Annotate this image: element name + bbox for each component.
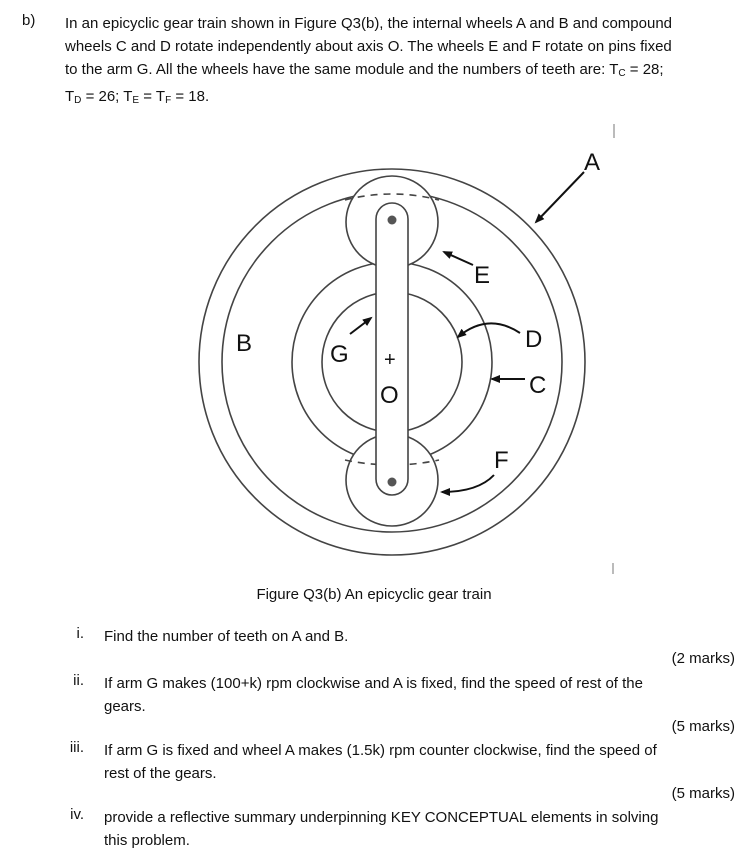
label-c: C bbox=[529, 372, 547, 399]
item-text-line-2: this problem. bbox=[104, 832, 190, 849]
pin-f-icon bbox=[388, 478, 397, 487]
arrow-g bbox=[350, 318, 371, 334]
intro-line-2: wheels C and D rotate independently about axis O. The wheels E and F rotate on pins fixed bbox=[65, 38, 672, 55]
item-text-line-1: If arm G makes (100+k) rpm clockwise and A is fixed, find the speed of rest of the bbox=[104, 675, 643, 692]
label-b: B bbox=[236, 330, 253, 357]
item-number: ii. bbox=[73, 672, 84, 689]
item-marks: (5 marks) bbox=[671, 785, 735, 802]
arrow-a bbox=[536, 172, 584, 222]
label-f: F bbox=[494, 447, 509, 474]
arrow-f bbox=[442, 475, 494, 492]
intro-line-4: $T_D = 26$; $T_E = T_F = 18$. bbox=[65, 88, 210, 106]
pin-e-icon bbox=[388, 216, 397, 225]
label-g: G bbox=[330, 341, 349, 368]
item-number: iv. bbox=[70, 806, 84, 823]
label-d: D bbox=[525, 326, 543, 353]
question-label: b) bbox=[22, 12, 36, 29]
figure-caption: Figure Q3(b) An epicyclic gear train bbox=[256, 586, 492, 603]
label-a: A bbox=[584, 149, 601, 176]
arrow-e bbox=[444, 252, 473, 265]
label-e: E bbox=[474, 262, 491, 289]
center-plus-icon: + bbox=[384, 349, 396, 371]
item-number: i. bbox=[76, 625, 84, 642]
item-number: iii. bbox=[69, 739, 84, 756]
intro-line-3: to the arm G. All the wheels have the same module and the numbers of teeth are: $T_C = 28$; bbox=[65, 61, 664, 79]
item-text: Find the number of teeth on A and B. bbox=[104, 628, 349, 645]
item-text-line-2: rest of the gears. bbox=[104, 765, 217, 782]
item-marks: (2 marks) bbox=[671, 650, 735, 667]
item-text-line-2: gears. bbox=[104, 698, 146, 715]
item-marks: (5 marks) bbox=[671, 718, 735, 735]
intro-line-1: In an epicyclic gear train shown in Figure Q3(b), the internal wheels A and B and compound bbox=[65, 15, 673, 32]
item-text-line-1: provide a reflective summary underpinning KEY CONCEPTUAL elements in solving bbox=[104, 809, 659, 826]
item-text-line-1: If arm G is fixed and wheel A makes (1.5k) rpm counter clockwise, find the speed of bbox=[104, 742, 657, 759]
label-o: O bbox=[380, 382, 399, 409]
